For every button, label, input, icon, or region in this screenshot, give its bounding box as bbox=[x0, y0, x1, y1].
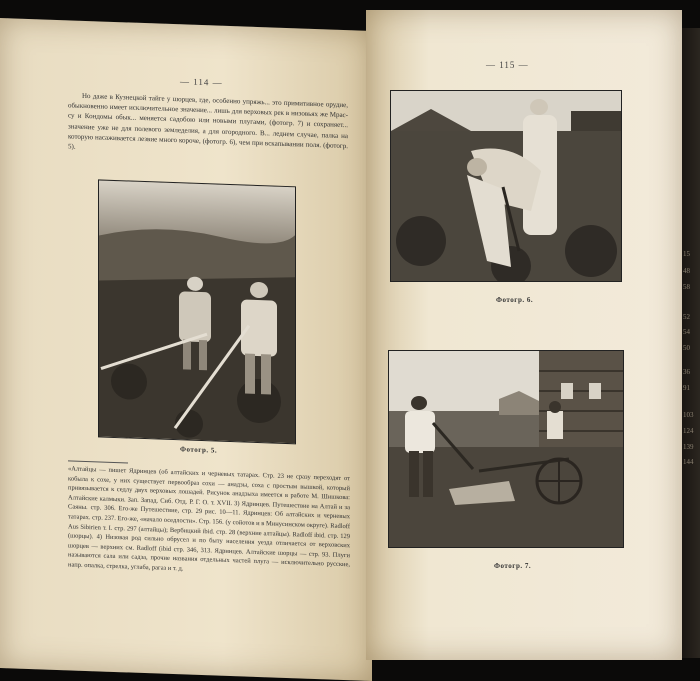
photo-6-caption: Фотогр. 6. bbox=[496, 296, 534, 304]
photo-women-working-field bbox=[390, 90, 622, 282]
left-page-number: — 114 — bbox=[180, 76, 223, 88]
edge-number: 144 bbox=[683, 458, 694, 466]
photo-children-with-hoes bbox=[98, 179, 296, 444]
edge-number: 124 bbox=[683, 427, 694, 435]
edge-number: 48 bbox=[683, 267, 690, 275]
edge-number: 91 bbox=[683, 384, 690, 392]
edge-number: 103 bbox=[683, 411, 694, 419]
right-page-number: — 115 — bbox=[486, 60, 529, 70]
footnote-divider bbox=[68, 460, 128, 463]
left-page bbox=[0, 18, 372, 681]
edge-number: 15 bbox=[683, 250, 690, 258]
right-page bbox=[366, 10, 682, 660]
edge-number: 139 bbox=[683, 443, 694, 451]
edge-number: 54 bbox=[683, 328, 690, 336]
edge-number: 58 bbox=[683, 283, 690, 291]
photo-man-with-plough bbox=[388, 350, 624, 548]
edge-number: 50 bbox=[683, 344, 690, 352]
edge-number: 52 bbox=[683, 313, 690, 321]
left-body-text: Но даже в Кузнецкой тайге у шорцев, где, особенно упряжь... это примитивное орудие, обыкновенно имеет исключительное значение... лишь для верховых рек в низовьях же Мрас-су и Кондомы обык... меняется садобою или новыми плугами, (фотогр. 7) и сохраняет... значение уже не для полевого земледелия, а для огородного. В... леднем случае, палка на которую насаживается лезвие много короче, (фотогр. 6), чем при вскапывании поля. (фотогр. 5). bbox=[68, 91, 348, 151]
left-photo-caption: Фотогр. 5. bbox=[180, 445, 218, 455]
edge-number: 36 bbox=[683, 368, 690, 376]
photo-7-caption: Фотогр. 7. bbox=[494, 562, 532, 570]
footnotes: «Алтайцы — пишет Ядринцев (об алтайских и черневых татарах. Стр. 23 не сразу переходят от кобыла к сохе, у них существует первообраз сохи — анадзы, соха с простым вышкой, который привязывается к седлу двух верховых лошадей. Рисунок анадзыха имеется в работе М. Шишкова: Алтайские калмыки. Зап. Запад. Сиб. Отд. Р. Г. О. т. XVII. 3) Ядринцев. Путешествие на Алтай и за Саяны. стр. 306. Его-же Путешествие, стр. 29 рис. 10—11. Ядринцев: Об алтайских и черневых татарах. стр. 237. Его-же, «начало оседлости». Стр. 156. (у сойотов и в Минусинском округе). Radloff Aus Sibirien т. I. стр. 297 (алтайцы); Вербицкий ibid. стр. 28 (верхние алтайцы). Radloff ibid. стр. 129 (шорцы). 4) Низовая род сильно обрусел и по быту населения уезда отличается от верховских шорцев — верхних см. Radloff (ibid стр. 346, 313. Ядринцев. Алтайские шорцы — стр. 93. Плуги называются сала или садза, прочие названия отдельных частей плуга — исключительно русские, напр. опалка, стрелка, углаба, рагаз и т. д. bbox=[68, 465, 350, 573]
next-page-edge bbox=[682, 28, 700, 658]
